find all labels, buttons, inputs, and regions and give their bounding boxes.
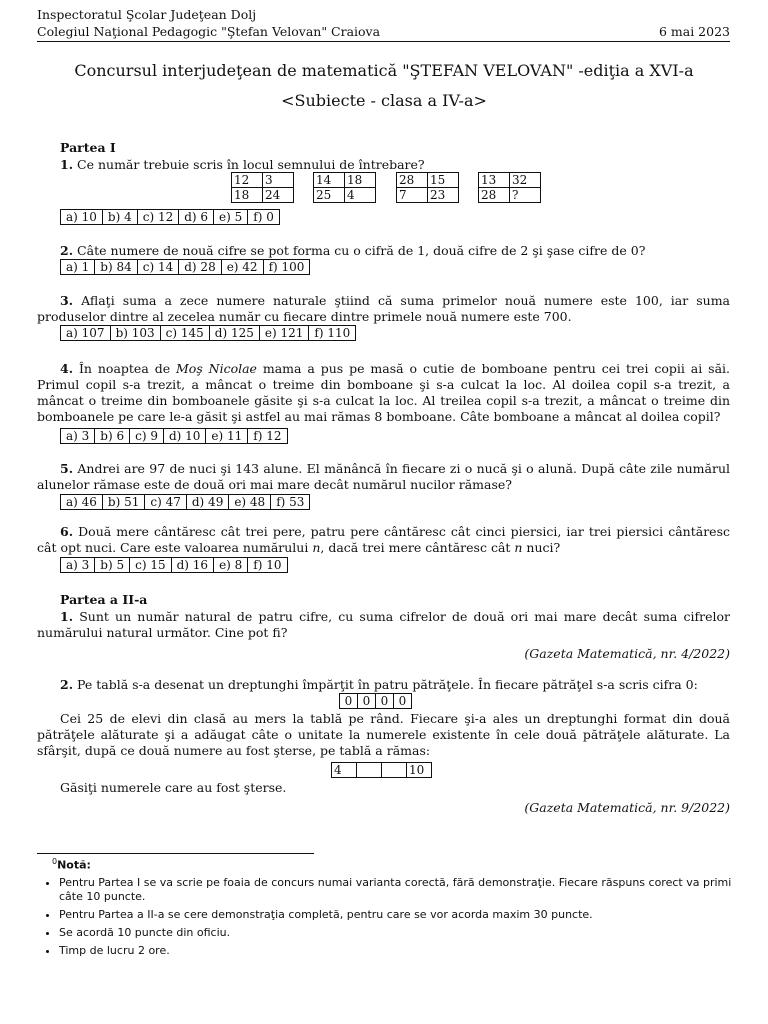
part1-heading: Partea I	[60, 140, 116, 155]
answer-option-c: c) 47	[145, 495, 187, 510]
contest-subtitle: <Subiecte - clasa a IV-a>	[281, 91, 487, 110]
part1-q5-text	[37, 461, 730, 493]
grid-cell: 25	[314, 188, 345, 203]
answer-option-f: f) 110	[309, 326, 356, 341]
answer-option-a: a) 107	[61, 326, 111, 341]
board-cell: 0	[394, 694, 412, 709]
grid-cell: 3	[263, 173, 294, 188]
part1-q4-text	[37, 361, 730, 425]
grid-cell: 4	[345, 188, 376, 203]
notes-list	[37, 876, 737, 962]
header-rule	[37, 41, 730, 42]
answer-option-a: a) 1	[61, 260, 95, 275]
grid-cell: 24	[263, 188, 294, 203]
board-cell: 0	[358, 694, 376, 709]
answer-option-b: b) 103	[110, 326, 160, 341]
note-item: • Pentru Partea a II-a se cere demonstraţia completă, pentru care se vor acorda maxim 30 puncte.	[59, 908, 737, 922]
question-text: Sunt un număr natural de patru cifre, cu suma cifrelor de două ori mai mare decât suma cifrelor numărului natural următor. Cine pot fi?	[37, 609, 730, 640]
answer-option-e: e) 48	[229, 495, 271, 510]
question-number: 1.	[60, 157, 74, 172]
answer-option-d: d) 10	[163, 429, 205, 444]
question-text: Aflaţi suma a zece numere naturale ştiind că suma primelor nouă numere este 100, iar suma produselor dintre al zecelea număr cu fiecare dintre primele nouă numere este 700.	[37, 293, 730, 324]
footnote-marker: 0	[52, 857, 58, 866]
answer-option-c: c) 14	[137, 260, 179, 275]
note-item: • Timp de lucru 2 ore.	[59, 944, 737, 958]
grid-cell: 7	[397, 188, 428, 203]
answer-option-f: f) 10	[248, 558, 287, 573]
answer-option-d: d) 16	[171, 558, 213, 573]
answer-option-b: b) 84	[95, 260, 137, 275]
number-grid-3	[396, 172, 459, 203]
answer-options-q5	[60, 494, 310, 510]
answer-options-q6	[60, 557, 288, 573]
header-institution: Inspectoratul Şcolar Judeţean Dolj	[37, 7, 257, 22]
board-cell	[357, 763, 382, 778]
grid-cell: 12	[232, 173, 263, 188]
source-citation-1: (Gazeta Matematică, nr. 4/2022)	[524, 646, 730, 661]
board-cell: 0	[376, 694, 394, 709]
board-cell	[382, 763, 407, 778]
footnote-rule	[37, 853, 314, 854]
answer-option-e: e) 121	[259, 326, 309, 341]
number-grid-2	[313, 172, 376, 203]
answer-option-f: f) 12	[248, 429, 287, 444]
answer-option-e: e) 8	[214, 558, 248, 573]
part1-q3-text	[37, 293, 730, 325]
grid-cell: 32	[510, 173, 541, 188]
board-initial	[339, 693, 412, 709]
part2-q2-text	[60, 677, 698, 693]
answer-option-d: d) 28	[179, 260, 221, 275]
variable-n: n	[514, 540, 523, 555]
question-text: Pe tablă s-a desenat un dreptunghi împărţit în patru pătrăţele. În fiecare pătrăţel s-a scris cifra 0:	[77, 677, 698, 692]
question-text: Ce număr trebuie scris în locul semnului de întrebare?	[77, 157, 425, 172]
board-cell: 4	[332, 763, 357, 778]
grid-cell: 14	[314, 173, 345, 188]
answer-option-a: a) 3	[61, 558, 95, 573]
question-number: 5.	[60, 461, 74, 476]
answer-option-c: c) 9	[130, 429, 164, 444]
answer-option-c: c) 12	[137, 210, 179, 225]
grid-cell: 13	[479, 173, 510, 188]
answer-option-a: a) 46	[61, 495, 103, 510]
grid-cell: ?	[510, 188, 541, 203]
question-text-after: nuci?	[522, 540, 561, 555]
notes-heading	[52, 855, 91, 873]
answer-options-q1	[60, 209, 280, 225]
header-date: 6 mai 2023	[658, 24, 730, 39]
grid-cell: 15	[428, 173, 459, 188]
part2-q2-text3: Găsiţi numerele care au fost şterse.	[60, 780, 287, 795]
answer-option-f: f) 0	[248, 210, 280, 225]
question-text: Câte numere de nouă cifre se pot forma cu o cifră de 1, două cifre de 2 şi şase cifre de 0?	[77, 243, 646, 258]
answer-option-a: a) 3	[61, 429, 95, 444]
question-number: 4.	[60, 361, 74, 376]
question-number: 2.	[60, 243, 74, 258]
question-text-middle: , dacă trei mere cântăresc cât	[320, 540, 515, 555]
contest-title: Concursul interjudeţean de matematică "ŞTEFAN VELOVAN" -ediţia a XVI-a	[74, 61, 694, 80]
answer-option-b: b) 51	[102, 495, 144, 510]
answer-option-c: c) 15	[130, 558, 172, 573]
part1-q1-text	[60, 157, 425, 173]
question-text-before: În noaptea de	[78, 361, 176, 376]
answer-option-e: e) 11	[206, 429, 248, 444]
board-cell: 0	[340, 694, 358, 709]
part1-q2-text	[60, 243, 645, 259]
question-number: 3.	[60, 293, 74, 308]
answer-options-q2	[60, 259, 310, 275]
source-citation-2: (Gazeta Matematică, nr. 9/2022)	[524, 800, 730, 815]
question-text: Andrei are 97 de nuci şi 143 alune. El mănâncă în fiecare zi o nucă şi o alună. După câte zile numărul alunelor rămase este de două ori mai mare decât numărul nucilor rămase?	[37, 461, 730, 492]
question-number: 2.	[60, 677, 74, 692]
answer-option-a: a) 10	[61, 210, 103, 225]
question-text-italic: Moş Nicolae	[176, 361, 257, 376]
answer-option-c: c) 145	[160, 326, 209, 341]
answer-option-b: b) 4	[102, 210, 137, 225]
board-cell: 10	[407, 763, 432, 778]
part1-q6-text	[37, 524, 730, 556]
grid-cell: 28	[397, 173, 428, 188]
answer-option-f: f) 100	[263, 260, 310, 275]
answer-option-e: e) 5	[214, 210, 248, 225]
part2-q1-text	[37, 609, 730, 641]
header-school: Colegiul Naţional Pedagogic "Ştefan Velovan" Craiova	[37, 24, 381, 39]
grid-cell: 18	[345, 173, 376, 188]
question-text-after: mama a pus pe masă o cutie de bomboane pentru cei trei copii ai săi. Primul copil s-a trezit, a mâncat o treime din bomboane şi s-a culcat la loc. Al doilea copil s-a trezit, a mâncat o treime din bomboanele găsite şi s-a culcat la loc. Al treilea copil s-a trezit, a mâncat o treime din bomboanele pe care le-a găsit şi astfel au mai rămas 8 bomboane. Câte bomboane a mâncat al doilea copil?	[37, 361, 730, 424]
grid-cell: 23	[428, 188, 459, 203]
part2-heading: Partea a II-a	[60, 592, 148, 607]
answer-options-q4	[60, 428, 288, 444]
answer-option-d: d) 6	[179, 210, 214, 225]
answer-options-q3	[60, 325, 356, 341]
number-grid-4	[478, 172, 541, 203]
answer-option-e: e) 42	[221, 260, 263, 275]
grid-cell: 18	[232, 188, 263, 203]
question-number: 6.	[60, 524, 74, 539]
part2-q2-text2: Cei 25 de elevi din clasă au mers la tablă pe rând. Fiecare şi-a ales un dreptunghi format din două pătrăţele alăturate şi a adăugat câte o unitate la numerele existente în cele două pătrăţele alăturate. La sfârşit, după ce două numere au fost şterse, pe tablă a rămas:	[37, 711, 730, 758]
answer-option-d: d) 125	[209, 326, 259, 341]
answer-option-b: b) 6	[95, 429, 130, 444]
question-number: 1.	[60, 609, 74, 624]
variable-n: n	[312, 540, 321, 555]
answer-option-d: d) 49	[186, 495, 228, 510]
notes-heading-text: Notă:	[57, 858, 91, 872]
note-item: • Se acordă 10 puncte din oficiu.	[59, 926, 737, 940]
note-item: • Pentru Partea I se va scrie pe foaia de concurs numai varianta corectă, fără demonstraţie. Fiecare răspuns corect va primi câte 10 puncte.	[59, 876, 737, 904]
number-grid-1	[231, 172, 294, 203]
board-final	[331, 762, 432, 778]
answer-option-f: f) 53	[271, 495, 310, 510]
question-text-before: Două mere cântăresc cât trei pere, patru pere cântăresc cât cinci piersici, iar trei piersici cântăresc cât opt nuci. Care este valoarea numărului	[37, 524, 730, 555]
grid-cell: 28	[479, 188, 510, 203]
answer-option-b: b) 5	[95, 558, 130, 573]
